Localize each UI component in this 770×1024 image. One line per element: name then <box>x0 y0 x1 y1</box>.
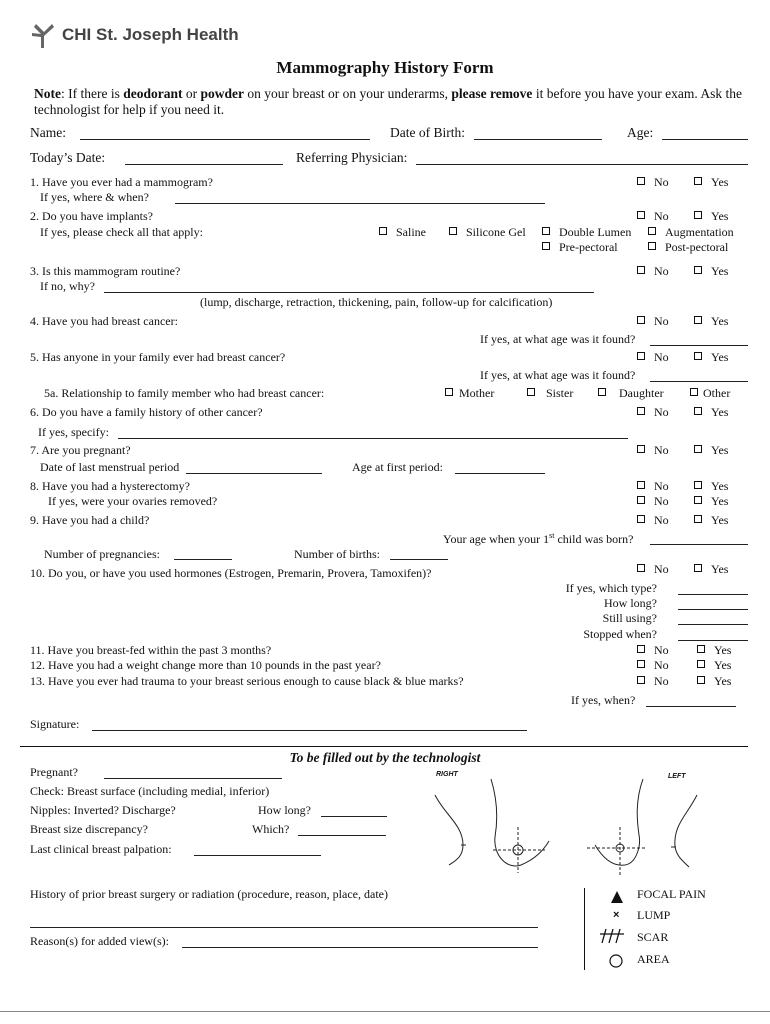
q9-yes-label: Yes <box>711 513 729 527</box>
pre-pectoral-checkbox[interactable] <box>542 242 550 250</box>
hormone-type-label: If yes, which type? <box>565 581 657 595</box>
q5-yes-label: Yes <box>711 350 729 364</box>
q6-no-label: No <box>654 405 669 419</box>
tech-pregnant-label: Pregnant? <box>30 765 78 779</box>
q6-no-checkbox[interactable] <box>637 407 645 415</box>
q11-no-checkbox[interactable] <box>637 645 645 653</box>
q13b-label: If yes, when? <box>571 693 636 707</box>
referring-label: Referring Physician: <box>296 150 408 165</box>
q2-yes-label: Yes <box>711 209 729 223</box>
first-child-text: child was born? <box>554 532 634 546</box>
other-label: Other <box>703 386 731 400</box>
first-child-sup: st <box>549 531 555 540</box>
legend-lump: LUMP <box>637 908 671 922</box>
signature-label: Signature: <box>30 717 80 731</box>
q11-yes-label: Yes <box>714 643 732 657</box>
q4-no-label: No <box>654 314 669 328</box>
pregnancies-field[interactable] <box>174 559 232 560</box>
q13-label: 13. Have you ever had trauma to your breast serious enough to cause black & blue marks? <box>30 674 464 688</box>
q7-label: 7. Are you pregnant? <box>30 443 131 457</box>
tech-palpation-field[interactable] <box>194 855 321 856</box>
births-label: Number of births: <box>294 547 380 561</box>
q6-yes-label: Yes <box>711 405 729 419</box>
q4b-label: If yes, at what age was it found? <box>480 332 636 346</box>
q13-yes-label: Yes <box>714 674 732 688</box>
q4-yes-label: Yes <box>711 314 729 328</box>
first-period-field[interactable] <box>455 473 545 474</box>
note-powder: powder <box>200 86 244 101</box>
q3b-field[interactable] <box>104 292 594 293</box>
page-bottom-edge <box>0 1011 770 1012</box>
q3-no-label: No <box>654 264 669 278</box>
q3-yes-label: Yes <box>711 264 729 278</box>
focal-pain-icon <box>608 890 626 904</box>
q2-no-label: No <box>654 209 669 223</box>
q10-yes-checkbox[interactable] <box>694 564 702 572</box>
daughter-checkbox[interactable] <box>598 388 606 396</box>
tech-palpation-label: Last clinical breast palpation: <box>30 842 172 856</box>
tech-section-title: To be filled out by the technologist <box>289 750 481 765</box>
hormone-type-field[interactable] <box>678 594 748 595</box>
q3-label: 3. Is this mammogram routine? <box>30 264 181 278</box>
q1b-field[interactable] <box>175 203 545 204</box>
augmentation-checkbox[interactable] <box>648 227 656 235</box>
q5b-field[interactable] <box>650 381 748 382</box>
q10-no-checkbox[interactable] <box>637 564 645 572</box>
logo-icon <box>32 22 56 48</box>
pre-pectoral-label: Pre-pectoral <box>559 240 618 254</box>
q11-no-label: No <box>654 643 669 657</box>
note-please-remove: please remove <box>451 86 533 101</box>
q8-no-label: No <box>654 479 669 493</box>
births-field[interactable] <box>390 559 448 560</box>
q9-yes-checkbox[interactable] <box>694 515 702 523</box>
q8-no-checkbox[interactable] <box>637 481 645 489</box>
daughter-label: Daughter <box>619 386 664 400</box>
q12-no-checkbox[interactable] <box>637 660 645 668</box>
hormone-still-field[interactable] <box>678 624 748 625</box>
saline-checkbox[interactable] <box>379 227 387 235</box>
post-pectoral-checkbox[interactable] <box>648 242 656 250</box>
breast-diagram[interactable] <box>425 765 755 880</box>
mother-label: Mother <box>459 386 495 400</box>
q2-yes-checkbox[interactable] <box>694 211 702 219</box>
q2-no-checkbox[interactable] <box>637 211 645 219</box>
scar-icon <box>598 928 626 944</box>
q7-no-checkbox[interactable] <box>637 445 645 453</box>
q8b-yes-checkbox[interactable] <box>694 496 702 504</box>
saline-label: Saline <box>396 225 426 239</box>
first-child-age-field[interactable] <box>650 544 748 545</box>
q3-yes-checkbox[interactable] <box>694 266 702 274</box>
q8-label: 8. Have you had a hysterectomy? <box>30 479 190 493</box>
tech-howlong-label: How long? <box>258 803 311 817</box>
q9-no-checkbox[interactable] <box>637 515 645 523</box>
silicone-checkbox[interactable] <box>449 227 457 235</box>
q2-label: 2. Do you have implants? <box>30 209 153 223</box>
dob-field[interactable] <box>474 139 602 140</box>
q6-yes-checkbox[interactable] <box>694 407 702 415</box>
legend-area: AREA <box>637 952 670 966</box>
hormone-duration-field[interactable] <box>678 609 748 610</box>
q12-yes-checkbox[interactable] <box>697 660 705 668</box>
q1-no-checkbox[interactable] <box>637 177 645 185</box>
age-field[interactable] <box>662 139 748 140</box>
note-text: on your breast or on your underarms, <box>244 86 452 101</box>
tech-check-label: Check: Breast surface (including medial, inferior) <box>30 784 270 798</box>
first-period-label: Age at first period: <box>352 460 443 474</box>
note-text: : If there is <box>61 86 124 101</box>
tech-which-label: Which? <box>252 822 290 836</box>
double-lumen-label: Double Lumen <box>559 225 632 239</box>
signature-field[interactable] <box>92 730 527 731</box>
q8b-no-label: No <box>654 494 669 508</box>
tech-reasons-field[interactable] <box>182 947 538 948</box>
hormone-duration-label: How long? <box>604 596 657 610</box>
q4b-field[interactable] <box>650 345 748 346</box>
lmp-field[interactable] <box>186 473 322 474</box>
mother-checkbox[interactable] <box>445 388 453 396</box>
double-lumen-checkbox[interactable] <box>542 227 550 235</box>
name-label: Name: <box>30 125 66 140</box>
q10-yes-label: Yes <box>711 562 729 576</box>
lmp-label: Date of last menstrual period <box>40 460 180 474</box>
page-title: Mammography History Form <box>276 58 494 77</box>
legend-divider <box>584 888 585 970</box>
q13-no-label: No <box>654 674 669 688</box>
sister-checkbox[interactable] <box>527 388 535 396</box>
q4-label: 4. Have you had breast cancer: <box>30 314 178 328</box>
q8b-no-checkbox[interactable] <box>637 496 645 504</box>
q1-no-label: No <box>654 175 669 189</box>
q5-no-checkbox[interactable] <box>637 352 645 360</box>
q8b-label: If yes, were your ovaries removed? <box>48 494 218 508</box>
section-divider <box>20 746 748 747</box>
hormone-stopped-field[interactable] <box>678 640 748 641</box>
pregnancies-label: Number of pregnancies: <box>44 547 160 561</box>
q1-yes-label: Yes <box>711 175 729 189</box>
q7-no-label: No <box>654 443 669 457</box>
q12-yes-label: Yes <box>714 658 732 672</box>
augmentation-label: Augmentation <box>665 225 734 239</box>
q12-no-label: No <box>654 658 669 672</box>
sister-label: Sister <box>546 386 574 400</box>
q5a-label: 5a. Relationship to family member who had breast cancer: <box>44 386 325 400</box>
legend-scar: SCAR <box>637 930 669 944</box>
note-label: Note <box>34 86 61 101</box>
lump-icon: × <box>613 909 620 921</box>
logo-text: CHI St. Joseph Health <box>62 25 239 44</box>
q4-yes-checkbox[interactable] <box>694 316 702 324</box>
q13-yes-checkbox[interactable] <box>697 676 705 684</box>
q1-label: 1. Have you ever had a mammogram? <box>30 175 213 189</box>
q6-label: 6. Do you have a family history of other cancer? <box>30 405 263 419</box>
q1-yes-checkbox[interactable] <box>694 177 702 185</box>
q7-yes-checkbox[interactable] <box>694 445 702 453</box>
note-text: it before you have your exam. Ask the technologist for help if you need it. <box>34 86 743 117</box>
note-paragraph <box>34 86 746 118</box>
hormone-stopped-label: Stopped when? <box>583 627 657 641</box>
note-deodorant: deodorant <box>123 86 183 101</box>
silicone-label: Silicone Gel <box>466 225 526 239</box>
q11-yes-checkbox[interactable] <box>697 645 705 653</box>
referring-field[interactable] <box>416 164 748 165</box>
dob-label: Date of Birth: <box>390 125 465 140</box>
q8b-yes-label: Yes <box>711 494 729 508</box>
q3-no-checkbox[interactable] <box>637 266 645 274</box>
q5-no-label: No <box>654 350 669 364</box>
q5-yes-checkbox[interactable] <box>694 352 702 360</box>
q2b-label: If yes, please check all that apply: <box>40 225 203 239</box>
other-checkbox[interactable] <box>690 388 698 396</box>
area-icon <box>608 953 624 969</box>
first-child-age-label <box>443 532 633 545</box>
q10-no-label: No <box>654 562 669 576</box>
q13b-field[interactable] <box>646 706 736 707</box>
logo <box>32 22 239 48</box>
q9-no-label: No <box>654 513 669 527</box>
q7-yes-label: Yes <box>711 443 729 457</box>
q8-yes-checkbox[interactable] <box>694 481 702 489</box>
today-label: Today’s Date: <box>30 150 106 165</box>
q5-label: 5. Has anyone in your family ever had breast cancer? <box>30 350 286 364</box>
q3-hint: (lump, discharge, retraction, thickening, pain, follow-up for calcification) <box>200 295 553 309</box>
tech-history-label: History of prior breast surgery or radiation (procedure, reason, place, date) <box>30 887 388 901</box>
q8-yes-label: Yes <box>711 479 729 493</box>
tech-nipples-label: Nipples: Inverted? Discharge? <box>30 803 176 817</box>
hormone-still-label: Still using? <box>602 611 657 625</box>
q5b-label: If yes, at what age was it found? <box>480 368 636 382</box>
q12-label: 12. Have you had a weight change more than 10 pounds in the past year? <box>30 658 381 672</box>
q3b-label: If no, why? <box>40 279 95 293</box>
q13-no-checkbox[interactable] <box>637 676 645 684</box>
q11-label: 11. Have you breast-fed within the past 3 months? <box>30 643 272 657</box>
q4-no-checkbox[interactable] <box>637 316 645 324</box>
tech-which-field[interactable] <box>298 835 386 836</box>
left-label: LEFT <box>668 773 686 780</box>
q1b-label: If yes, where & when? <box>40 190 149 204</box>
tech-reasons-label: Reason(s) for added view(s): <box>30 934 169 948</box>
q6b-label: If yes, specify: <box>38 425 109 439</box>
note-text: or <box>182 86 201 101</box>
q9-label: 9. Have you had a child? <box>30 513 150 527</box>
legend-focal-pain: FOCAL PAIN <box>637 887 706 901</box>
name-field[interactable] <box>80 139 370 140</box>
tech-history-field[interactable] <box>30 927 538 928</box>
post-pectoral-label: Post-pectoral <box>665 240 729 254</box>
tech-howlong-field[interactable] <box>321 816 387 817</box>
tech-size-label: Breast size discrepancy? <box>30 822 148 836</box>
tech-pregnant-field[interactable] <box>104 778 282 779</box>
first-child-text: Your age when your 1 <box>443 532 550 546</box>
today-field[interactable] <box>125 164 283 165</box>
right-label: RIGHT <box>436 771 458 778</box>
age-label: Age: <box>627 125 654 140</box>
q10-label: 10. Do you, or have you used hormones (Estrogen, Premarin, Provera, Tamoxifen)? <box>30 566 432 580</box>
q6b-field[interactable] <box>118 438 628 439</box>
